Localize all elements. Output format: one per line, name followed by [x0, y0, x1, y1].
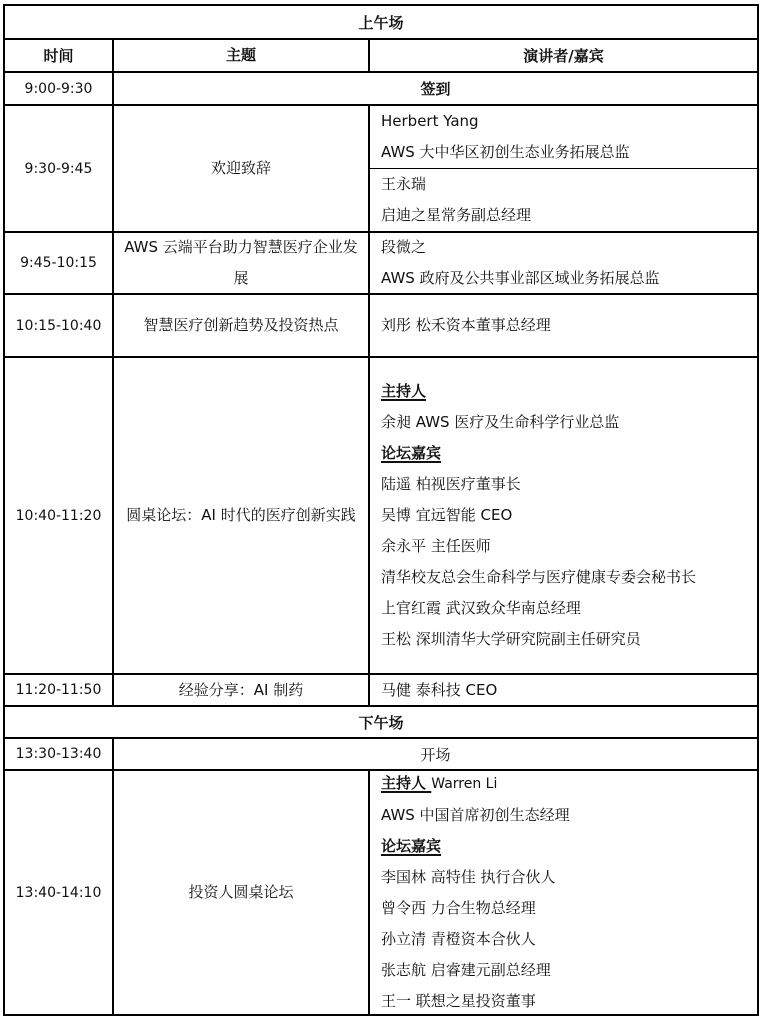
host-label: 主持人	[381, 382, 427, 400]
table-row	[5, 231, 757, 293]
time-cell: 13:30-13:40	[5, 739, 114, 769]
speaker-line: 刘彤 松禾资本董事总经理	[381, 316, 551, 334]
host-row	[381, 768, 757, 800]
table-row	[5, 356, 757, 673]
time-cell: 9:00-9:30	[5, 73, 114, 104]
topic-cell: 欢迎致辞	[114, 106, 370, 231]
guest-line: 清华校友总会生命科学与医疗健康专委会秘书长	[381, 568, 697, 586]
guests-label: 论坛嘉宾	[381, 444, 442, 462]
host-line: 余昶 AWS 医疗及生命科学行业总监	[381, 413, 620, 431]
topic-cell: AWS 云端平台助力智慧医疗企业发展	[114, 233, 370, 293]
speaker-title: AWS 大中华区初创生态业务拓展总监	[381, 143, 630, 161]
host-title: AWS 中国首席初创生态经理	[381, 806, 570, 824]
span-cell: 签到	[420, 80, 451, 98]
header-speaker: 演讲者/嘉宾	[523, 47, 604, 65]
span-cell: 开场	[420, 745, 451, 764]
time-cell: 11:20-11:50	[5, 675, 114, 705]
speaker-title: AWS 政府及公共事业部区域业务拓展总监	[381, 269, 660, 287]
speaker-name: Herbert Yang	[381, 112, 479, 130]
host-label: 主持人	[381, 774, 427, 792]
guest-line: 张志航 启睿建元副总经理	[381, 961, 551, 979]
section-title-afternoon: 下午场	[358, 713, 404, 732]
host-name: Warren Li	[431, 776, 498, 792]
guest-line: 曾令西 力合生物总经理	[381, 899, 536, 917]
speaker-title: 启迪之星常务副总经理	[381, 206, 532, 224]
section-row-afternoon	[5, 705, 757, 737]
table-row	[5, 104, 757, 231]
time-cell: 9:30-9:45	[5, 106, 114, 231]
speaker-line: 马健 泰科技 CEO	[381, 680, 498, 699]
guest-line: 陆遥 柏视医疗董事长	[381, 475, 521, 493]
time-cell: 9:45-10:15	[5, 233, 114, 293]
table-row	[5, 673, 757, 705]
guest-line: 王一 联想之星投资董事	[381, 992, 536, 1010]
table-row	[5, 769, 757, 1014]
speaker-cell	[370, 295, 757, 356]
table-row	[5, 293, 757, 356]
guest-line: 王松 深圳清华大学研究院副主任研究员	[381, 630, 641, 648]
speaker-group	[370, 106, 757, 168]
guest-line: 孙立清 青橙资本合伙人	[381, 930, 536, 948]
time-cell: 10:15-10:40	[5, 295, 114, 356]
topic-cell: 投资人圆桌论坛	[114, 771, 370, 1014]
section-title-morning: 上午场	[358, 13, 404, 32]
speaker-cell	[370, 771, 757, 1014]
speaker-group	[370, 168, 757, 231]
table-row	[5, 71, 757, 104]
agenda-table	[3, 4, 759, 1016]
speaker-cell	[370, 106, 757, 231]
speaker-name: 段微之	[381, 238, 427, 256]
topic-cell: 智慧医疗创新趋势及投资热点	[114, 295, 370, 356]
section-row-morning	[5, 6, 757, 38]
guest-line: 余永平 主任医师	[381, 537, 491, 555]
header-topic: 主题	[114, 40, 370, 71]
header-time: 时间	[5, 40, 114, 71]
guest-line: 吴博 宜远智能 CEO	[381, 506, 513, 524]
header-row	[5, 38, 757, 71]
guests-label: 论坛嘉宾	[381, 837, 442, 855]
time-cell: 13:40-14:10	[5, 771, 114, 1014]
table-row	[5, 737, 757, 769]
speaker-cell	[370, 233, 757, 293]
time-cell: 10:40-11:20	[5, 358, 114, 673]
topic-cell: 圆桌论坛：AI 时代的医疗创新实践	[114, 358, 370, 673]
guest-line: 李国林 高特佳 执行合伙人	[381, 868, 556, 886]
topic-cell: 经验分享：AI 制药	[114, 675, 370, 705]
speaker-cell	[370, 358, 757, 673]
guest-line: 上官红霞 武汉致众华南总经理	[381, 599, 581, 617]
speaker-name: 王永瑞	[381, 175, 427, 193]
speaker-cell	[370, 675, 757, 705]
